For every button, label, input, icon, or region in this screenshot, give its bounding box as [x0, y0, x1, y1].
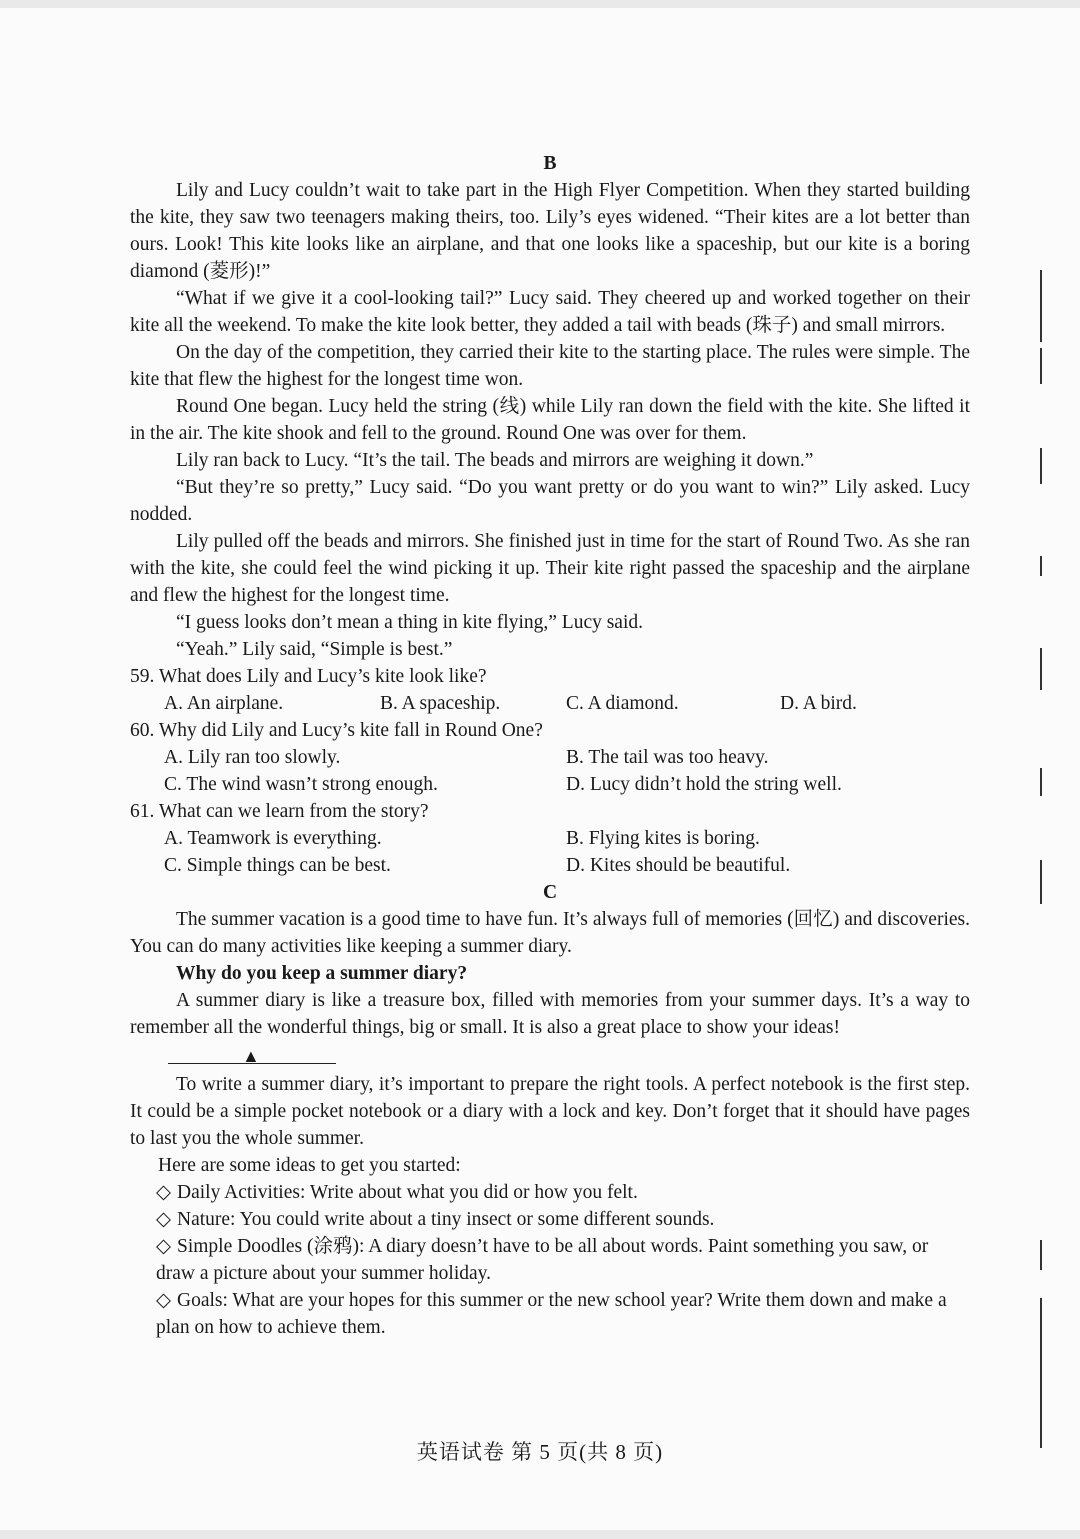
passage-b-paragraph: Lily ran back to Lucy. “It’s the tail. The beads and mirrors are weighing it down.”: [176, 450, 814, 471]
section-c-heading: C: [542, 882, 558, 903]
page-content: [130, 150, 970, 1341]
question-61-options: [164, 825, 970, 879]
question-60-options: [164, 744, 970, 798]
section-b-heading: B: [543, 153, 557, 174]
passage-b-paragraph: “Yeah.” Lily said, “Simple is best.”: [176, 639, 453, 660]
page-footer: 英语试卷 第 5 页(共 8 页): [416, 1440, 664, 1464]
exam-page: [0, 8, 1080, 1530]
passage-b-paragraph: Lily pulled off the beads and mirrors. She finished just in time for the start of Round Two. As she ran with the kite, she could feel the wind picking it up. Their kite right passed the spaceship and the airplane and flew the highest for the longest time.: [130, 531, 970, 606]
idea-text: Simple Doodles (涂鸦): A diary doesn’t have to be all about words. Paint something you saw, or draw a picture about your summer holiday.: [156, 1236, 929, 1284]
option-d: D. Kites should be beautiful.: [566, 855, 791, 876]
diamond-bullet-icon: ◇: [156, 1236, 171, 1257]
option-b: B. Flying kites is boring.: [566, 828, 760, 849]
idea-text: Daily Activities: Write about what you did or how you felt.: [177, 1182, 638, 1203]
passage-c-tools-paragraph: To write a summer diary, it’s important to prepare the right tools. A perfect notebook is the first step. It could be a simple pocket notebook or a diary with a lock and key. Don’t forget that it should have pages to last you the whole summer.: [130, 1074, 970, 1149]
passage-c-intro: The summer vacation is a good time to have fun. It’s always full of memories (回忆) and discoveries. You can do many activities like keeping a summer diary.: [130, 909, 970, 957]
passage-b-paragraph: Lily and Lucy couldn’t wait to take part in the High Flyer Competition. When they started building the kite, they saw two teenagers making theirs, too. Lily’s eyes widened. “Their kites are a lot better than ours. Look! This kite looks like an airplane, and that one looks like a spaceship, but our kite is a boring diamond (菱形)!”: [130, 180, 970, 282]
passage-c-why-paragraph: A summer diary is like a treasure box, filled with memories from your summer days. It’s a way to remember all the wonderful things, big or small. It is also a great place to show your ideas!: [130, 990, 970, 1038]
passage-b-paragraph: “I guess looks don’t mean a thing in kite flying,” Lucy said.: [176, 612, 644, 633]
diamond-bullet-icon: ◇: [156, 1182, 171, 1203]
option-b: B. A spaceship.: [380, 693, 501, 714]
passage-b-paragraph: “What if we give it a cool-looking tail?” Lucy said. They cheered up and worked together on their kite all the weekend. To make the kite look better, they added a tail with beads (珠子) and small mirrors.: [130, 288, 970, 336]
passage-c-subheading: Why do you keep a summer diary?: [176, 963, 468, 984]
idea-item: [156, 1206, 970, 1233]
diamond-bullet-icon: ◇: [156, 1209, 171, 1230]
option-a: A. Lily ran too slowly.: [164, 747, 341, 768]
idea-item: [156, 1233, 970, 1287]
idea-item: [156, 1179, 970, 1206]
option-d: D. Lucy didn’t hold the string well.: [566, 774, 842, 795]
margin-line: [1040, 556, 1042, 576]
option-c: C. The wind wasn’t strong enough.: [164, 774, 438, 795]
idea-text: Goals: What are your hopes for this summer or the new school year? Write them down and make a plan on how to achieve them.: [156, 1290, 947, 1338]
option-d: D. A bird.: [780, 693, 857, 714]
margin-line: [1040, 860, 1042, 904]
option-b: B. The tail was too heavy.: [566, 747, 769, 768]
passage-b-paragraph: “But they’re so pretty,” Lucy said. “Do you want pretty or do you want to win?” Lily asked. Lucy nodded.: [130, 477, 970, 525]
idea-item: [156, 1287, 970, 1341]
option-a: A. An airplane.: [164, 693, 284, 714]
question-59-options: [164, 690, 970, 717]
option-a: A. Teamwork is everything.: [164, 828, 382, 849]
top-edge: [0, 0, 1080, 8]
margin-line: [1040, 1240, 1042, 1270]
triangle-marker-icon: ▲: [242, 1046, 260, 1066]
idea-text: Nature: You could write about a tiny insect or some different sounds.: [177, 1209, 715, 1230]
margin-line: [1040, 648, 1042, 690]
passage-b-paragraph: On the day of the competition, they carried their kite to the starting place. The rules were simple. The kite that flew the highest for the longest time won.: [130, 342, 970, 390]
question-59-stem: 59. What does Lily and Lucy’s kite look like?: [130, 666, 487, 687]
margin-line: [1040, 270, 1042, 342]
bottom-edge: [0, 1530, 1080, 1539]
margin-line: [1040, 768, 1042, 796]
margin-line: [1040, 448, 1042, 484]
diamond-bullet-icon: ◇: [156, 1290, 171, 1311]
question-61-stem: 61. What can we learn from the story?: [130, 801, 429, 822]
option-c: C. Simple things can be best.: [164, 855, 391, 876]
question-60-stem: 60. Why did Lily and Lucy’s kite fall in Round One?: [130, 720, 543, 741]
ideas-intro: Here are some ideas to get you started:: [158, 1155, 461, 1176]
margin-line: [1040, 348, 1042, 384]
option-c: C. A diamond.: [566, 693, 679, 714]
passage-b-paragraph: Round One began. Lucy held the string (线) while Lily ran down the field with the kite. She lifted it in the air. The kite shook and fell to the ground. Round One was over for them.: [130, 396, 970, 444]
heading-blank: [130, 1041, 970, 1071]
margin-line: [1040, 1298, 1042, 1448]
